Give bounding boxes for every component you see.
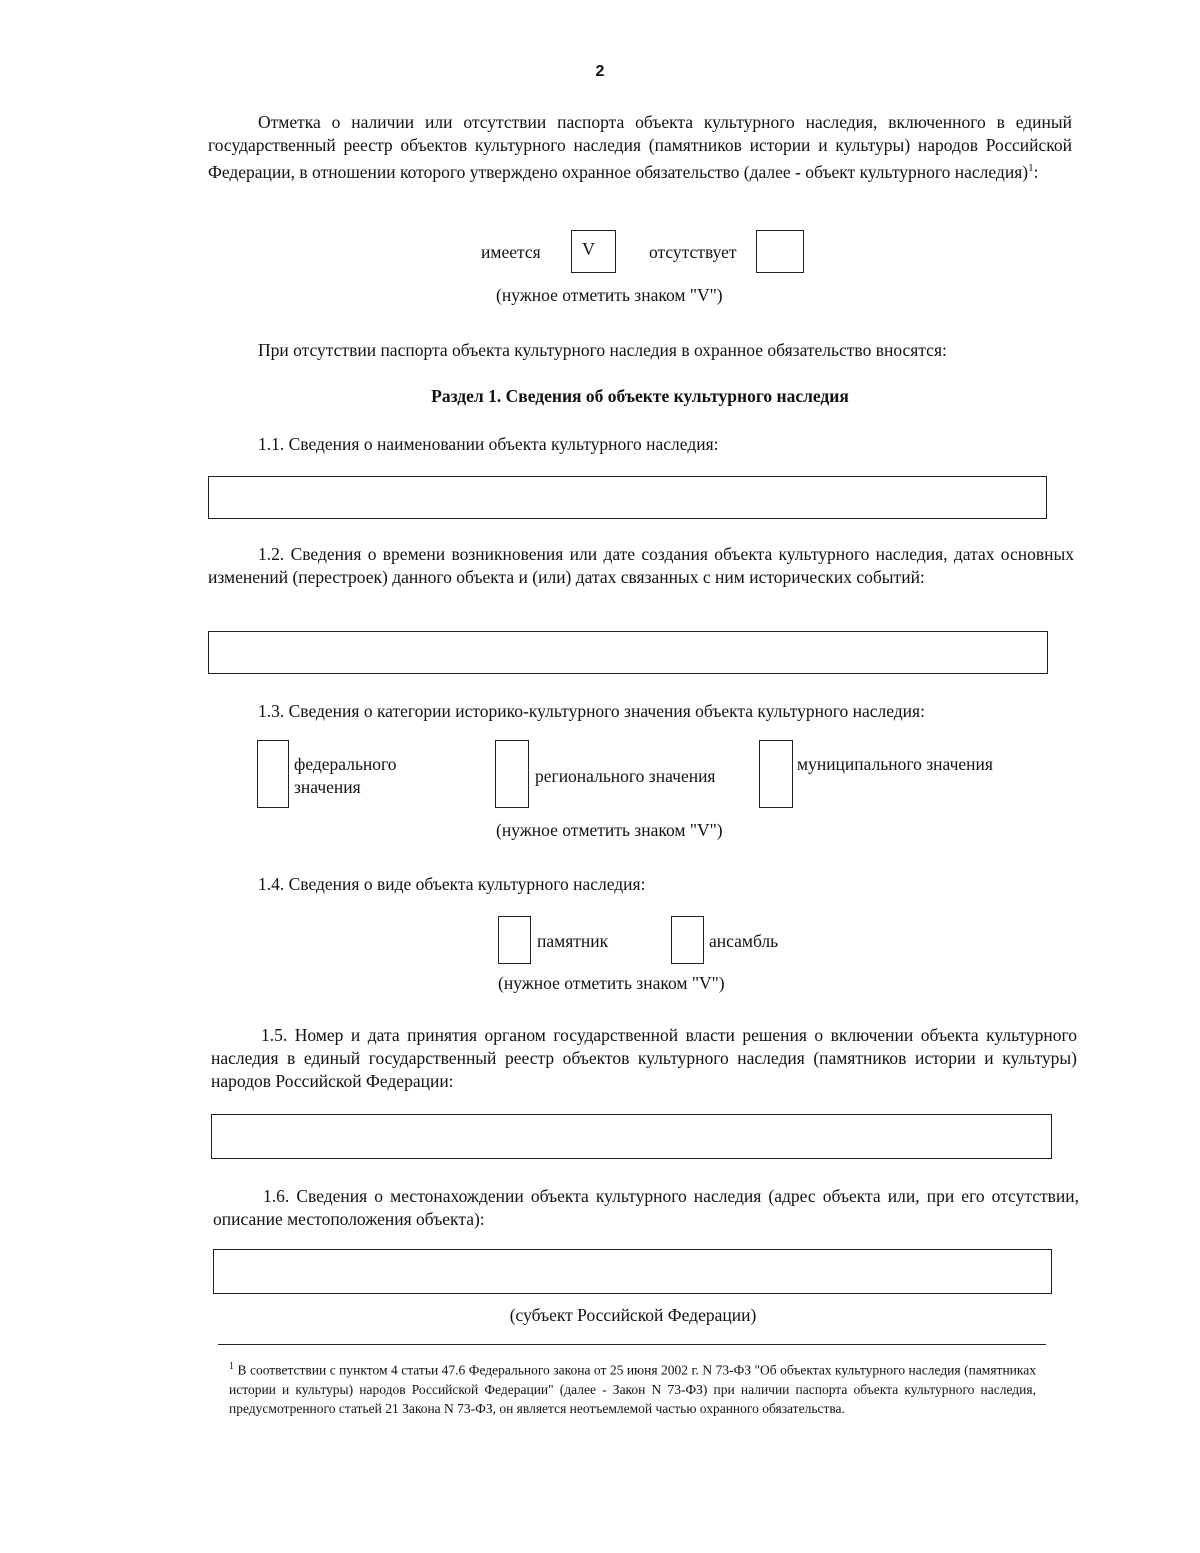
passport-absent-label: отсутствует (649, 242, 737, 262)
intro-text: Отметка о наличии или отсутствии паспорта объекта культурного наследия, включенного в единый государственный реестр объектов культурного наследия (памятников истории и культуры) народов Российской Федерации, в отношении которого утверждено охранное обязательство (далее - объект культурного наследия) (208, 112, 1072, 182)
footnote-number: 1 (229, 1361, 234, 1372)
category-municipal-label: муниципального значения (797, 754, 993, 774)
category-regional-checkbox[interactable] (495, 740, 529, 808)
kind-ensemble-checkbox[interactable] (671, 916, 704, 964)
item-1-6-label: 1.6. Сведения о местонахождении объекта культурного наследия (адрес объекта или, при его отсутствии, описание местоположения объекта): (213, 1186, 1079, 1229)
section-1-title: Раздел 1. Сведения об объекте культурного наследия (431, 386, 849, 406)
item-1-6-caption: (субъект Российской Федерации) (509, 1305, 757, 1325)
intro-paragraph (208, 111, 1072, 184)
passport-absent-checkbox[interactable] (756, 230, 804, 273)
item-1-2-field[interactable] (208, 631, 1048, 674)
kind-monument-label: памятник (537, 931, 609, 951)
item-1-4-label: 1.4. Сведения о виде объекта культурного наследия: (258, 874, 646, 894)
absence-note: При отсутствии паспорта объекта культурного наследия в охранное обязательство вносятся: (258, 340, 947, 360)
item-1-5-field[interactable] (211, 1114, 1052, 1159)
item-1-4-hint: (нужное отметить знаком "V") (498, 973, 725, 993)
kind-ensemble-label: ансамбль (709, 931, 779, 951)
category-federal-label-line2: значения (294, 777, 361, 797)
intro-suffix: : (1033, 161, 1039, 182)
footnote-text: В соответствии с пунктом 4 статьи 47.6 Федерального закона от 25 июня 2002 г. N 73-ФЗ "Об объектах культурного наследия (памятниках истории и культуры) народов Российской Федерации" (далее - Закон N 73-ФЗ) при наличии паспорта объекта культурного наследия, предусмотренного статьей 21 Закона N 73-ФЗ, он является неотъемлемой частью охранного обязательства. (229, 1362, 1037, 1416)
category-federal-label-line1: федерального (294, 754, 397, 774)
category-federal-checkbox[interactable] (257, 740, 289, 808)
category-regional-label: регионального значения (535, 766, 716, 786)
item-1-3-hint: (нужное отметить знаком "V") (496, 820, 723, 840)
item-1-2-label: 1.2. Сведения о времени возникновения или дате создания объекта культурного наследия, датах основных изменений (перестроек) данного объекта и (или) датах связанных с ним исторических событий: (208, 544, 1074, 587)
footnote (229, 1357, 1036, 1418)
category-federal-label (294, 753, 397, 799)
item-1-6-field[interactable] (213, 1249, 1052, 1294)
item-1-3-label: 1.3. Сведения о категории историко-культурного значения объекта культурного наследия: (258, 701, 925, 721)
passport-has-label: имеется (481, 242, 541, 262)
passport-hint: (нужное отметить знаком "V") (496, 285, 723, 305)
footnote-ref: 1 (1028, 162, 1034, 174)
passport-has-mark: V (582, 239, 595, 259)
item-1-1-field[interactable] (208, 476, 1047, 519)
page-number: 2 (595, 63, 605, 80)
category-municipal-checkbox[interactable] (759, 740, 793, 808)
passport-has-checkbox[interactable] (571, 230, 616, 273)
item-1-5-label: 1.5. Номер и дата принятия органом государственной власти решения о включении объекта культурного наследия в единый государственный реестр объектов культурного наследия (памятников истории и культуры) народов Российской Федерации: (211, 1025, 1077, 1091)
kind-monument-checkbox[interactable] (498, 916, 531, 964)
footnote-separator (218, 1344, 1046, 1345)
item-1-1-label: 1.1. Сведения о наименовании объекта культурного наследия: (258, 434, 719, 454)
